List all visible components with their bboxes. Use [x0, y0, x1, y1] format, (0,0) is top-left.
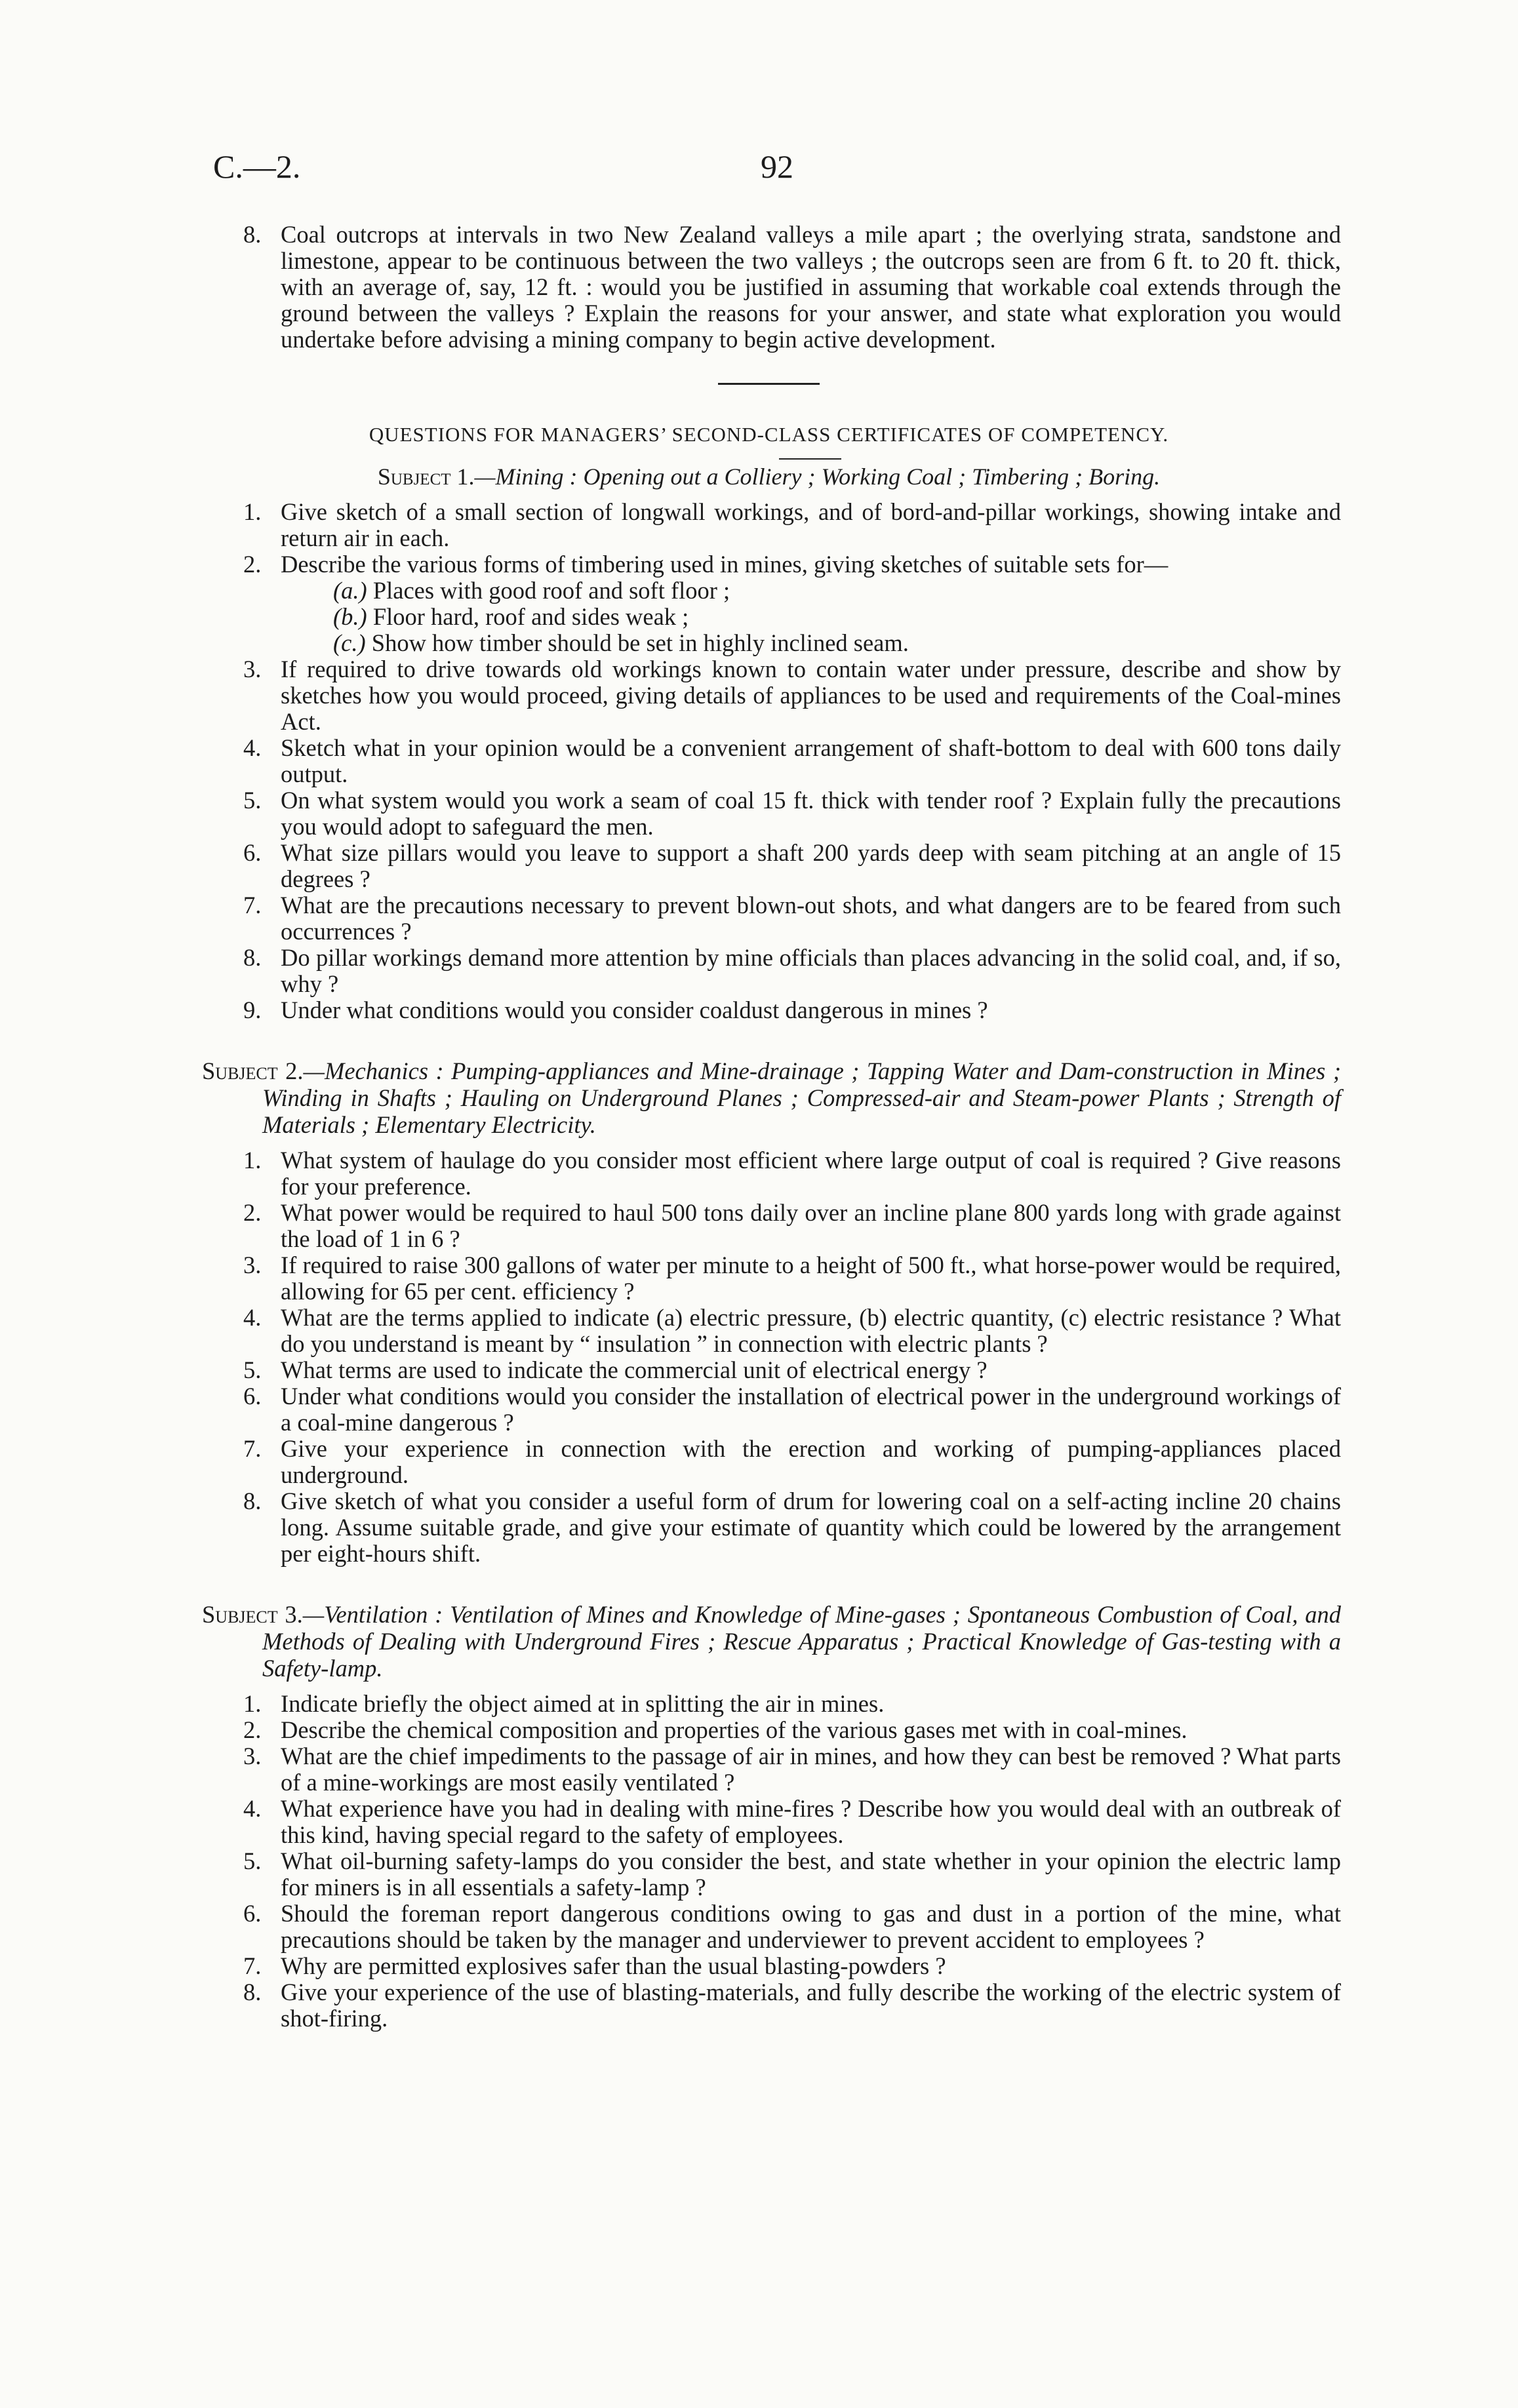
- question-item: 5. What terms are used to indicate the commercial unit of electrical energy ?: [243, 1356, 988, 1383]
- question-item: 3. If required to raise 300 gallons of water per minute to a height of 500 ft., what horse-power would be required, allowing for 65 per cent. efficiency ?: [243, 1252, 1341, 1305]
- subject-label: Subject 1.: [377, 464, 475, 490]
- question-item: 2. Describe the various forms of timbering used in mines, giving sketches of suitable sets for—: [243, 551, 1168, 578]
- page-content: [197, 222, 1341, 2032]
- question-number: 8.: [243, 221, 262, 248]
- question-item: 5. What oil-burning safety-lamps do you consider the best, and state whether in your opinion the electric lamp for miners is in all essentials a safety-lamp ?: [243, 1847, 1341, 1901]
- subject-1-heading: [197, 462, 1341, 491]
- question-item: 2. Describe the chemical composition and properties of the various gases met with in coal-mines.: [243, 1716, 1188, 1743]
- question-item: 4. What are the terms applied to indicate (a) electric pressure, (b) electric quantity, (c) electric resistance ? What do you understand is meant by “ insulation ” in connection with electric plants ?: [243, 1304, 1341, 1357]
- subject-title: —Mechanics : Pumping-appliances and Mine-drainage ; Tapping Water and Dam-construction in Mines ; Winding in Shafts ; Hauling on Underground Planes ; Compressed-air and Steam-power Plants ; Strength of Materials ; Elementary Electricity.: [262, 1057, 1341, 1138]
- sub-item: (b.) Floor hard, roof and sides weak ;: [333, 603, 689, 630]
- question-item: 1. Give sketch of a small section of longwall workings, and of bord-and-pillar workings, showing intake and return air in each.: [243, 498, 1341, 551]
- question-item: 6. What size pillars would you leave to support a shaft 200 yards deep with seam pitching at an angle of 15 degrees ?: [243, 839, 1341, 892]
- question-item: 6. Should the foreman report dangerous conditions owing to gas and dust in a portion of the mine, what precautions should be taken by the manager and underviewer to prevent accident to employees ?: [243, 1900, 1341, 1953]
- subject-2-heading: [197, 1057, 1341, 1138]
- question-item: 8. Do pillar workings demand more attention by mine officials than places advancing in the solid coal, and, if so, why ?: [243, 944, 1341, 997]
- question-item: 5. On what system would you work a seam of coal 15 ft. thick with tender roof ? Explain fully the precautions you would adopt to safeguard the men.: [243, 787, 1341, 840]
- subject-label: Subject 2.: [202, 1057, 304, 1084]
- question-item: 7. Why are permitted explosives safer than the usual blasting-powders ?: [243, 1952, 946, 1979]
- question-item: 4. Sketch what in your opinion would be a convenient arrangement of shaft-bottom to deal with 600 tons daily output.: [243, 734, 1341, 787]
- subject-label: Subject 3.: [202, 1601, 303, 1628]
- subject-3-heading: [197, 1601, 1341, 1682]
- question-item: 1. What system of haulage do you consider most efficient where large output of coal is required ? Give reasons for your preference.: [243, 1147, 1341, 1200]
- question-text: Coal outcrops at intervals in two New Zealand valleys a mile apart ; the overlying strata, sandstone and limestone, appear to be continuous between the two valleys ; the outcrops seen are from 6 ft. to 20 ft. thick, with an average of, say, 12 ft. : would you be justified in assuming that workable coal extends through the ground between the valleys ? Explain the reasons for your answer, and state what exploration you would undertake before advising a mining company to begin active development.: [281, 221, 1341, 353]
- question-item: 7. What are the precautions necessary to prevent blown-out shots, and what dangers are to be feared from such occurrences ?: [243, 892, 1341, 945]
- question-item: 3. If required to drive towards old workings known to contain water under pressure, describe and show by sketches how you would proceed, giving details of appliances to be used and requirements of the Coal-mines Act.: [243, 656, 1341, 735]
- document-reference: C.—2.: [213, 148, 301, 185]
- subject-title: —Mining : Opening out a Colliery ; Working Coal ; Timbering ; Boring.: [474, 464, 1161, 490]
- question-item: 8. Give sketch of what you consider a useful form of drum for lowering coal on a self-acting incline 20 chains long. Assume suitable grade, and give your estimate of quantity which could be lowered by the arrangement per eight-hours shift.: [243, 1488, 1341, 1567]
- question-item: 7. Give your experience in connection with the erection and working of pumping-appliances placed underground.: [243, 1435, 1341, 1488]
- question-item: 9. Under what conditions would you consider coaldust dangerous in mines ?: [243, 997, 988, 1023]
- question-item: 1. Indicate briefly the object aimed at in splitting the air in mines.: [243, 1690, 885, 1717]
- page-header: [213, 148, 1341, 200]
- intro-question: [197, 222, 1341, 353]
- sub-item: (c.) Show how timber should be set in highly inclined seam.: [333, 629, 909, 656]
- page-number: 92: [761, 148, 793, 185]
- question-item: 2. What power would be required to haul 500 tons daily over an incline plane 800 yards long with grade against the load of 1 in 6 ?: [243, 1199, 1341, 1252]
- subject-title: —Ventilation : Ventilation of Mines and Knowledge of Mine-gases ; Spontaneous Combustion of Coal, and Methods of Dealing with Underground Fires ; Rescue Apparatus ; Practical Knowledge of Gas-testing with a Safety-lamp.: [262, 1601, 1341, 1682]
- sub-item: (a.) Places with good roof and soft floor ;: [333, 577, 730, 604]
- question-item: 4. What experience have you had in dealing with mine-fires ? Describe how you would deal with an outbreak of this kind, having special regard to the safety of employees.: [243, 1795, 1341, 1848]
- question-item: 6. Under what conditions would you consider the installation of electrical power in the underground workings of a coal-mine dangerous ?: [243, 1383, 1341, 1436]
- section-heading: QUESTIONS FOR MANAGERS’ SECOND-CLASS CERTIFICATES OF COMPETENCY.: [369, 423, 1169, 446]
- question-item: 3. What are the chief impediments to the passage of air in mines, and how they can best be removed ? What parts of a mine-workings are most easily ventilated ?: [243, 1743, 1341, 1796]
- question-item: 8. Give your experience of the use of blasting-materials, and fully describe the working of the electric system of shot-firing.: [243, 1979, 1341, 2032]
